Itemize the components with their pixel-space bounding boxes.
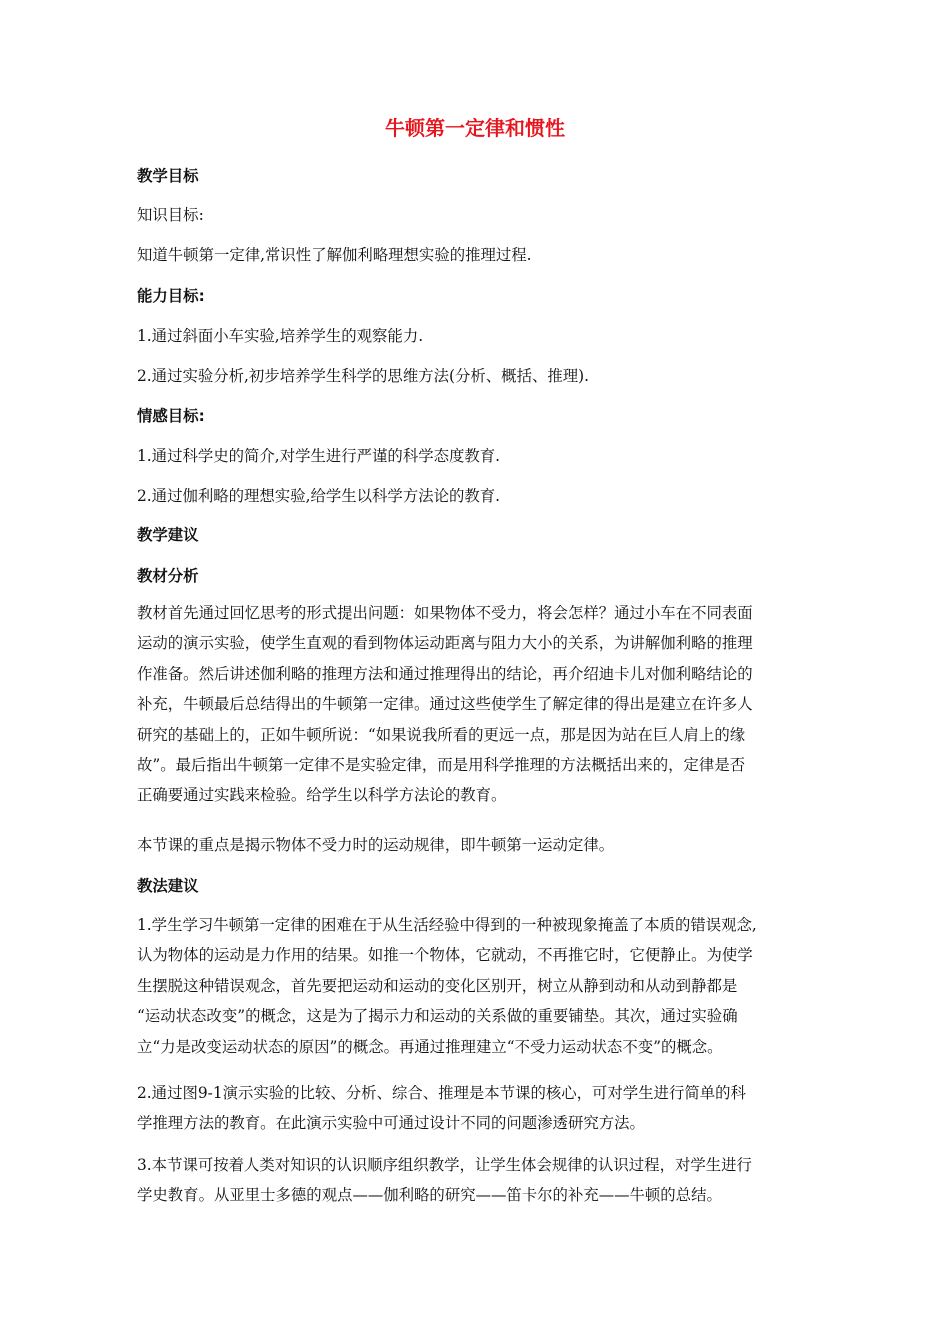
- ability-goal-1: 1.通过斜面小车实验,培养学生的观察能力.: [137, 327, 424, 345]
- paragraph-line: 2.通过图9-1演示实验的比较、分析、综合、推理是本节课的核心，可对学生进行简单的科: [137, 1084, 746, 1102]
- paragraph-line: 认为物体的运动是力作用的结果。如推一个物体，它就动，不再推它时，它便静止。为使学: [137, 946, 753, 965]
- paragraph-line: 立“力是改变运动状态的原因”的概念。再通过推理建立“不受力运动状态不变”的概念。: [137, 1037, 723, 1056]
- heading-method-suggestions: 教法建议: [137, 877, 199, 895]
- heading-teaching-suggestions: 教学建议: [137, 526, 199, 544]
- emotion-goal-2: 2.通过伽利略的理想实验,给学生以科学方法论的教育.: [137, 487, 501, 505]
- paragraph-line: 正确要通过实践来检验。给学生以科学方法论的教育。: [137, 786, 507, 805]
- method-suggestion-3: [137, 1150, 817, 1211]
- method-suggestion-1: [137, 910, 817, 1062]
- document-title: 牛顿第一定律和惯性: [385, 116, 565, 140]
- paragraph-line: 学史教育。从亚里士多德的观点——伽利略的研究——笛卡尔的补充——牛顿的总结。: [137, 1186, 722, 1205]
- paragraph-line: 运动的演示实验，使学生直观的看到物体运动距离与阻力大小的关系，为讲解伽利略的推理: [137, 634, 753, 653]
- knowledge-goals-label: 知识目标:: [137, 206, 204, 224]
- paragraph-line: “运动状态改变”的概念，这是为了揭示力和运动的关系做的重要铺垫。其次，通过实验确: [137, 1007, 738, 1026]
- heading-ability-goals: 能力目标:: [137, 287, 205, 305]
- paragraph-line: 补充，牛顿最后总结得出的牛顿第一定律。通过这些使学生了解定律的得出是建立在许多人: [137, 695, 753, 714]
- paragraph-line: 教材首先通过回忆思考的形式提出问题：如果物体不受力，将会怎样？通过小车在不同表面: [137, 604, 753, 622]
- emotion-goal-1: 1.通过科学史的简介,对学生进行严谨的科学态度教育.: [137, 447, 501, 465]
- paragraph-line: 作准备。然后讲述伽利略的推理方法和通过推理得出的结论，再介绍迪卡儿对伽利略结论的: [137, 664, 753, 683]
- paragraph-line: 3.本节课可按着人类对知识的认识顺序组织教学，让学生体会规律的认识过程，对学生进行: [137, 1156, 752, 1174]
- focus-text: 本节课的重点是揭示物体不受力时的运动规律，即牛顿第一运动定律。: [137, 836, 615, 854]
- paragraph-line: 生摆脱这种错误观念，首先要把运动和运动的变化区别开，树立从静到动和从动到静都是: [137, 976, 738, 995]
- paragraph-line: 故”。最后指出牛顿第一定律不是实验定律，而是用科学推理的方法概括出来的，定律是否: [137, 756, 746, 775]
- method-suggestion-2: [137, 1078, 817, 1139]
- ability-goal-2: 2.通过实验分析,初步培养学生科学的思维方法(分析、概括、推理).: [137, 367, 590, 385]
- knowledge-goal-text: 知道牛顿第一定律,常识性了解伽利略理想实验的推理过程.: [137, 246, 532, 264]
- paragraph-line: 1.学生学习牛顿第一定律的困难在于从生活经验中得到的一种被现象掩盖了本质的错误观念,: [137, 916, 757, 934]
- paragraph-line: 研究的基础上的，正如牛顿所说：“如果说我所看的更远一点，那是因为站在巨人肩上的缘: [137, 725, 746, 744]
- paragraph-line: 学推理方法的教育。在此演示实验中可通过设计不同的问题渗透研究方法。: [137, 1114, 645, 1133]
- heading-teaching-goals: 教学目标: [137, 167, 199, 185]
- material-analysis-paragraph: [137, 598, 817, 811]
- heading-material-analysis: 教材分析: [137, 567, 199, 585]
- heading-emotion-goals: 情感目标:: [137, 407, 205, 425]
